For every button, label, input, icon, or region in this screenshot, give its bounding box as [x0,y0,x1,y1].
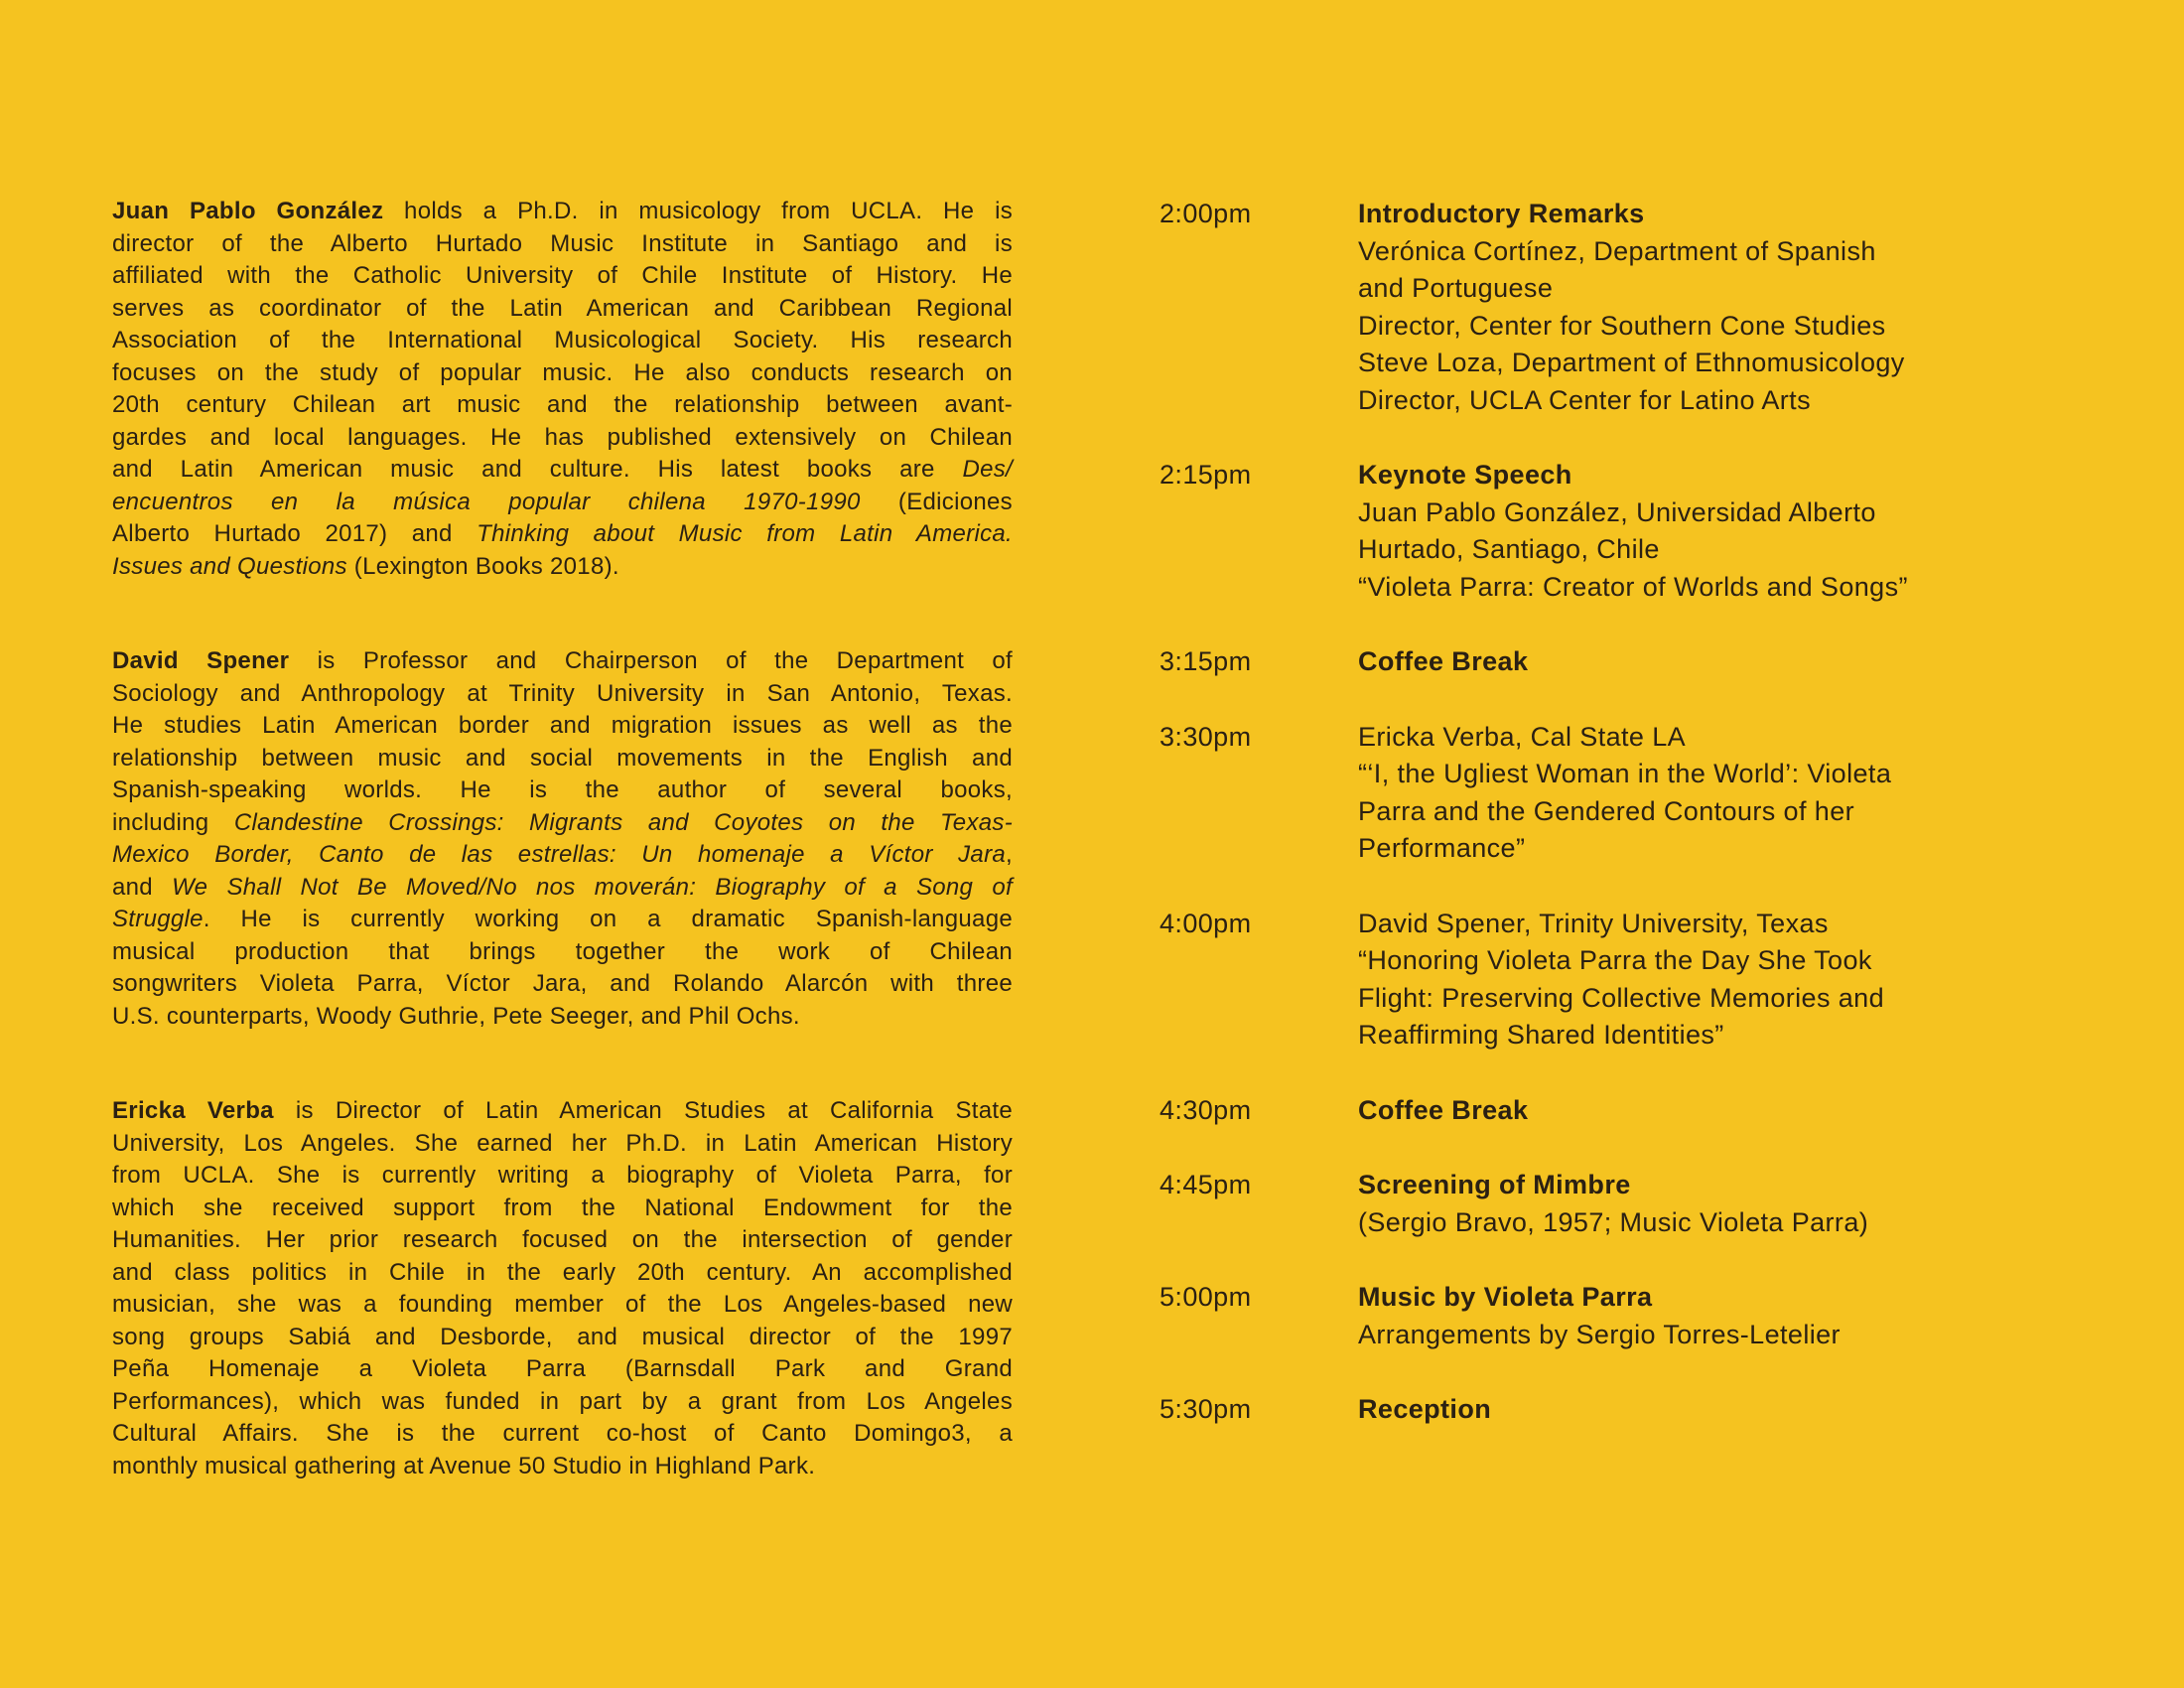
bio-book-title: Clandestine Crossings: Migrants and Coyotes on the Texas- [233,808,1013,836]
schedule-entry-content [1358,1391,2063,1429]
bio-text: U.S. counterparts, Woody Guthrie, Pete Seeger, and Phil Ochs. [112,1002,800,1030]
bio-text: holds a Ph.D. in musicology from UCLA. He is [383,198,1014,224]
schedule-event-title: Reception [1358,1394,1492,1424]
bio-book-title: Mexico Border, Canto de las estrellas: Un homenaje a Víctor Jara [112,841,1007,868]
bio-text: He studies Latin American border and migration issues as well as the [112,712,1013,739]
schedule-time: 4:45pm [1160,1170,1252,1199]
schedule-time: 4:30pm [1160,1094,1252,1125]
schedule-event-detail: Flight: Preserving Collective Memories and [1358,982,1884,1013]
bio-text: which she received support from the National Endowment for the [112,1194,1013,1221]
bio-line [112,260,1013,293]
bio-line [112,645,1013,678]
bio-line [112,454,1013,487]
bio-book-title: Thinking about Music from Latin America. [477,520,1013,547]
bio-paragraph [112,1095,1013,1482]
bio-text: relationship between music and social movements in the English and [112,744,1013,772]
bio-text: including [112,808,234,836]
bio-text: songwriters Violeta Parra, Víctor Jara, and Rolando Alarcón with three [112,970,1013,997]
bio-line [112,1095,1013,1128]
bio-text: focuses on the study of popular music. He also conducts research on [112,358,1013,386]
bio-text: Humanities. Her prior research focused on the intersection of gender [112,1226,1013,1253]
bio-line [112,1128,1013,1161]
schedule-entry-content [1358,196,2063,419]
bio-text: University, Los Angeles. She earned her Ph.D. in Latin American History [112,1129,1013,1157]
bio-line [112,293,1013,326]
bio-line [112,1001,1013,1034]
schedule-entry-content [1358,643,2063,681]
bio-line [112,936,1013,969]
schedule-time: 2:15pm [1160,460,1252,490]
schedule-event-title: Music by Violeta Parra [1358,1282,1653,1312]
bio-text: . He is currently working on a dramatic Spanish-language [203,906,1013,932]
bio-text: Sociology and Anthropology at Trinity University in San Antonio, Texas. [112,679,1013,707]
schedule-entry-content [1358,1167,2063,1241]
bio-speaker-name: Ericka Verba [112,1097,274,1124]
bio-line [112,357,1013,390]
bio-text: and [112,873,173,901]
bio-line [112,807,1013,840]
bio-text: musical production that brings together the work of Chilean [112,937,1013,965]
schedule-event-detail: Reaffirming Shared Identities” [1358,1020,1724,1050]
bio-book-title: We Shall Not Be Moved/No nos moverán: Biography of a Song of [172,873,1013,901]
schedule-time: 5:30pm [1160,1394,1252,1424]
bio-line [112,1322,1013,1354]
bio-book-title: Struggle [112,906,204,932]
bio-text: 20th century Chilean art music and the relationship between avant- [112,391,1013,418]
bio-text: Alberto Hurtado 2017) and [112,520,478,547]
bio-line [112,1224,1013,1257]
schedule-event-title: Coffee Break [1358,646,1529,676]
schedule-time: 4:00pm [1160,908,1252,938]
schedule-event-detail: Juan Pablo González, Universidad Alberto [1358,496,1876,527]
bio-line [112,389,1013,422]
bio-line [112,1289,1013,1322]
schedule-event-detail: David Spener, Trinity University, Texas [1358,908,1829,938]
bio-line [112,487,1013,519]
schedule-event-detail: and Portuguese [1358,273,1554,303]
schedule-event-title: Introductory Remarks [1358,199,1645,228]
bio-line [112,968,1013,1001]
schedule-time: 3:30pm [1160,721,1252,752]
schedule-event-detail: “Honoring Violeta Parra the Day She Took [1358,945,1872,975]
bio-text: Spanish-speaking worlds. He is the author of several books, [112,776,1013,803]
schedule-event-detail: Director, UCLA Center for Latino Arts [1358,384,1811,415]
schedule-entry-content [1358,457,2063,606]
schedule-event-detail: (Sergio Bravo, 1957; Music Violeta Parra) [1358,1206,1869,1237]
bio-speaker-name: Juan Pablo González [112,198,384,224]
schedule-event-detail: Arrangements by Sergio Torres-Letelier [1358,1319,1841,1349]
bio-text: monthly musical gathering at Avenue 50 Studio in Highland Park. [112,1452,816,1479]
bio-line [112,1160,1013,1193]
schedule-time: 5:00pm [1160,1282,1252,1312]
schedule-event-detail: “Violeta Parra: Creator of Worlds and Songs” [1358,571,1908,602]
schedule-time: 3:15pm [1160,646,1252,676]
bio-line [112,551,1013,584]
bio-line [112,774,1013,807]
schedule-entry [1160,196,2063,419]
bio-text: is Professor and Chairperson of the Department of [289,647,1013,674]
schedule-event-title: Keynote Speech [1358,460,1572,490]
bio-text: song groups Sabiá and Desborde, and musical director of the 1997 [112,1323,1013,1350]
schedule-entry-content [1358,1092,2063,1130]
schedule-event-detail: “‘I, the Ugliest Woman in the World’: Violeta [1358,759,1892,788]
bio-line [112,1386,1013,1419]
bio-text: and Latin American music and culture. His latest books are [112,456,963,483]
schedule-entry-content [1358,906,2063,1055]
bio-line [112,904,1013,936]
bio-line [112,678,1013,711]
bio-speaker-name: David Spener [112,647,290,674]
bio-text: is Director of Latin American Studies at California State [273,1097,1013,1124]
bio-line [112,1451,1013,1483]
bio-line [112,1193,1013,1225]
bio-text: (Ediciones [860,488,1013,515]
bio-line [112,518,1013,551]
bio-book-title: Issues and Questions [112,552,347,580]
bio-text: Performances), which was funded in part by a grant from Los Angeles [112,1387,1013,1415]
bio-line [112,1257,1013,1290]
schedule-event-detail: Parra and the Gendered Contours of her [1358,795,1855,826]
schedule-entry [1160,643,2063,681]
schedule-entry [1160,1279,2063,1353]
schedule-event-detail: Ericka Verba, Cal State LA [1358,721,1687,752]
schedule-entry [1160,906,2063,1055]
bio-line [112,422,1013,455]
schedule-entry [1160,457,2063,606]
schedule-entry [1160,1092,2063,1130]
schedule-event-detail: Performance” [1358,833,1526,863]
schedule-time: 2:00pm [1160,199,1252,228]
bio-line [112,228,1013,261]
bio-text: and class politics in Chile in the early 20th century. An accomplished [112,1258,1013,1286]
bio-line [112,710,1013,743]
schedule-entry [1160,719,2063,868]
bio-line [112,325,1013,357]
bio-text: gardes and local languages. He has published extensively on Chilean [112,423,1013,451]
bio-text: serves as coordinator of the Latin American and Caribbean Regional [112,294,1013,322]
bio-line [112,1418,1013,1451]
bio-text: musician, she was a founding member of the Los Angeles-based new [112,1291,1013,1318]
schedule-event-detail: Hurtado, Santiago, Chile [1358,534,1660,564]
bio-line [112,839,1013,872]
bio-line [112,196,1013,228]
bio-text: director of the Alberto Hurtado Music Institute in Santiago and is [112,229,1013,257]
schedule-entry [1160,1167,2063,1241]
schedule-event-detail: Verónica Cortínez, Department of Spanish [1358,235,1876,266]
bio-text: (Lexington Books 2018). [346,552,619,580]
bio-text: Cultural Affairs. She is the current co-host of Canto Domingo3, a [112,1420,1013,1447]
bio-paragraph [112,645,1013,1033]
schedule-event-detail: Director, Center for Southern Cone Studies [1358,310,1886,341]
bio-line [112,743,1013,775]
bio-book-title: encuentros en la música popular chilena 1970-1990 [112,488,861,515]
schedule-event-title: Screening of Mimbre [1358,1170,1631,1199]
schedule-event-detail: Steve Loza, Department of Ethnomusicology [1358,348,1905,377]
speaker-bios-column [112,196,1013,1545]
event-schedule-column [1160,196,2063,1467]
bio-text: affiliated with the Catholic University of Chile Institute of History. He [112,262,1013,289]
schedule-entry [1160,1391,2063,1429]
schedule-entry-content [1358,1279,2063,1353]
bio-line [112,872,1013,905]
schedule-entry-content [1358,719,2063,868]
bio-book-title: Des/ [962,456,1013,483]
bio-text: Peña Homenaje a Violeta Parra (Barnsdall Park and Grand [112,1355,1013,1382]
schedule-event-title: Coffee Break [1358,1094,1529,1125]
bio-text: Association of the International Musicological Society. His research [112,327,1013,353]
bio-text: from UCLA. She is currently writing a biography of Violeta Parra, for [112,1162,1013,1189]
bio-paragraph [112,196,1013,583]
bio-line [112,1353,1013,1386]
bio-text: , [1006,841,1013,868]
